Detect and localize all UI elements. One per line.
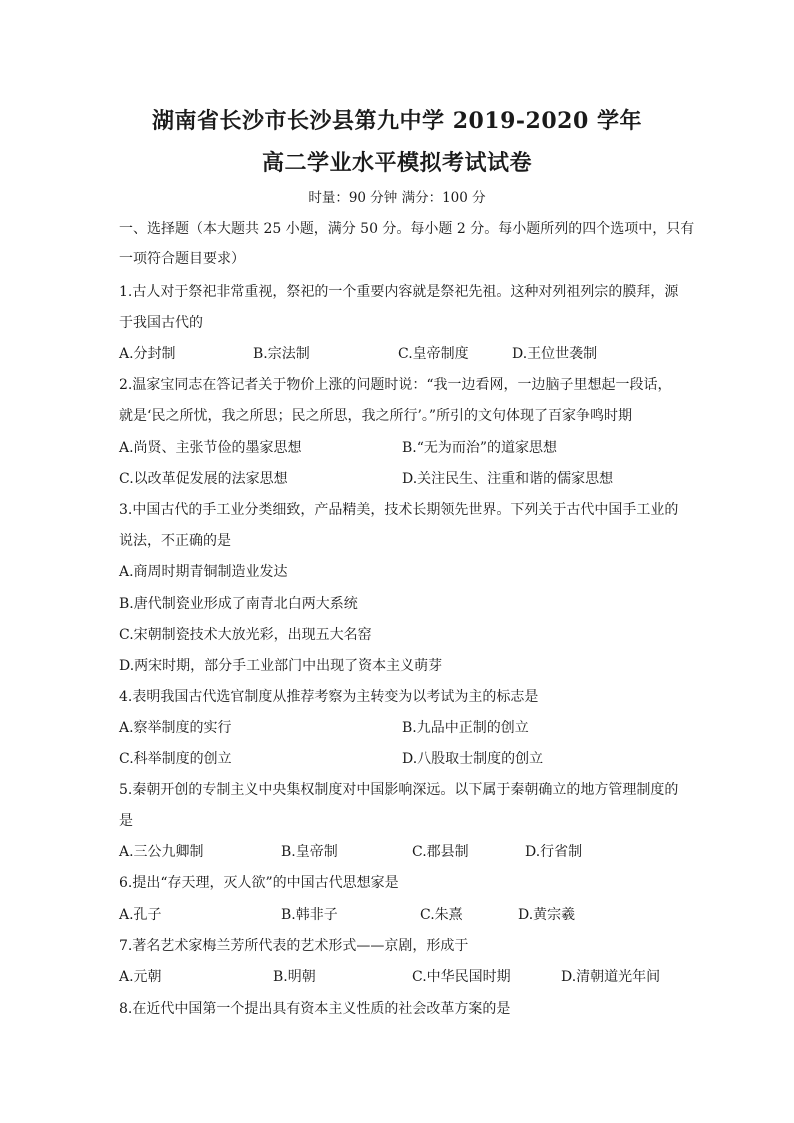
- q3-option-d: D.两宋时期，部分手工业部门中出现了资本主义萌芽: [119, 658, 443, 674]
- q2-stem-line1: 2.温家宝同志在答记者关于物价上涨的问题时说：“我一边看网，一边脑子里想起一段话，: [119, 377, 672, 393]
- section-intro-line1: 一、选择题（本大题共 25 小题，满分 50 分。每小题 2 分。每小题所列的四个选项中，只有: [119, 221, 695, 237]
- q2-option-d: D.关注民生、注重和谐的儒家思想: [402, 471, 614, 487]
- q4-option-c: C.科举制度的创立: [119, 751, 232, 767]
- q4-option-a: A.察举制度的实行: [119, 720, 232, 736]
- q5-option-c: C.郡县制: [412, 844, 469, 860]
- q7-stem-line1: 7.著名艺术家梅兰芳所代表的艺术形式——京剧，形成于: [119, 938, 469, 954]
- q3-option-b: B.唐代制瓷业形成了南青北白两大系统: [119, 596, 358, 612]
- q6-option-d: D.黄宗羲: [518, 907, 576, 923]
- q3-stem-line2: 说法，不正确的是: [119, 533, 231, 549]
- q6-option-b: B.韩非子: [281, 907, 338, 923]
- q6-stem-line1: 6.提出“存天理，灭人欲”的中国古代思想家是: [119, 875, 399, 891]
- q5-stem-line2: 是: [119, 813, 133, 829]
- q5-option-a: A.三公九卿制: [119, 844, 204, 860]
- q4-option-b: B.九品中正制的创立: [402, 720, 529, 736]
- q1-option-c: C.皇帝制度: [398, 346, 469, 362]
- q2-stem-line2: 就是‘民之所忧，我之所思；民之所思，我之所行’。”所引的文句体现了百家争鸣时期: [119, 408, 633, 424]
- q2-option-a: A.尚贤、主张节俭的墨家思想: [119, 440, 302, 456]
- q3-stem-line1: 3.中国古代的手工业分类细致，产品精美，技术长期领先世界。下列关于古代中国手工业的: [119, 502, 679, 518]
- q1-option-b: B.宗法制: [253, 346, 310, 362]
- exam-title-line1: 湖南省长沙市长沙县第九中学 2019-2020 学年: [152, 108, 642, 134]
- q5-option-b: B.皇帝制: [281, 844, 338, 860]
- exam-title-line2: 高二学业水平模拟考试试卷: [261, 150, 532, 176]
- exam-meta: 时量：90 分钟 满分：100 分: [308, 190, 486, 206]
- q7-option-d: D.清朝道光年间: [561, 969, 661, 985]
- q5-stem-line1: 5.秦朝开创的专制主义中央集权制度对中国影响深远。以下属于秦朝确立的地方管理制度的: [119, 782, 679, 798]
- q3-option-c: C.宋朝制瓷技术大放光彩，出现五大名窑: [119, 627, 372, 643]
- section-intro-line2: 一项符合题目要求）: [119, 251, 245, 267]
- q8-stem-line1: 8.在近代中国第一个提出具有资本主义性质的社会改革方案的是: [119, 1001, 511, 1017]
- q1-stem-line2: 于我国古代的: [119, 315, 203, 331]
- q6-option-a: A.孔子: [119, 907, 162, 923]
- q7-option-b: B.明朝: [273, 969, 316, 985]
- q7-option-c: C.中华民国时期: [412, 969, 511, 985]
- q1-stem-line1: 1.古人对于祭祀非常重视，祭祀的一个重要内容就是祭祀先祖。这种对列祖列宗的膜拜，源: [119, 284, 679, 300]
- q6-option-c: C.朱熹: [420, 907, 463, 923]
- q4-stem-line1: 4.表明我国古代选官制度从推荐考察为主转变为以考试为主的标志是: [119, 689, 539, 705]
- q4-option-d: D.八股取士制度的创立: [402, 751, 544, 767]
- q1-option-a: A.分封制: [119, 346, 176, 362]
- q3-option-a: A.商周时期青铜制造业发达: [119, 564, 288, 580]
- q5-option-d: D.行省制: [525, 844, 583, 860]
- q2-option-b: B.“无为而治”的道家思想: [402, 440, 558, 456]
- q1-option-d: D.王位世袭制: [512, 346, 598, 362]
- q7-option-a: A.元朝: [119, 969, 162, 985]
- q2-option-c: C.以改革促发展的法家思想: [119, 471, 288, 487]
